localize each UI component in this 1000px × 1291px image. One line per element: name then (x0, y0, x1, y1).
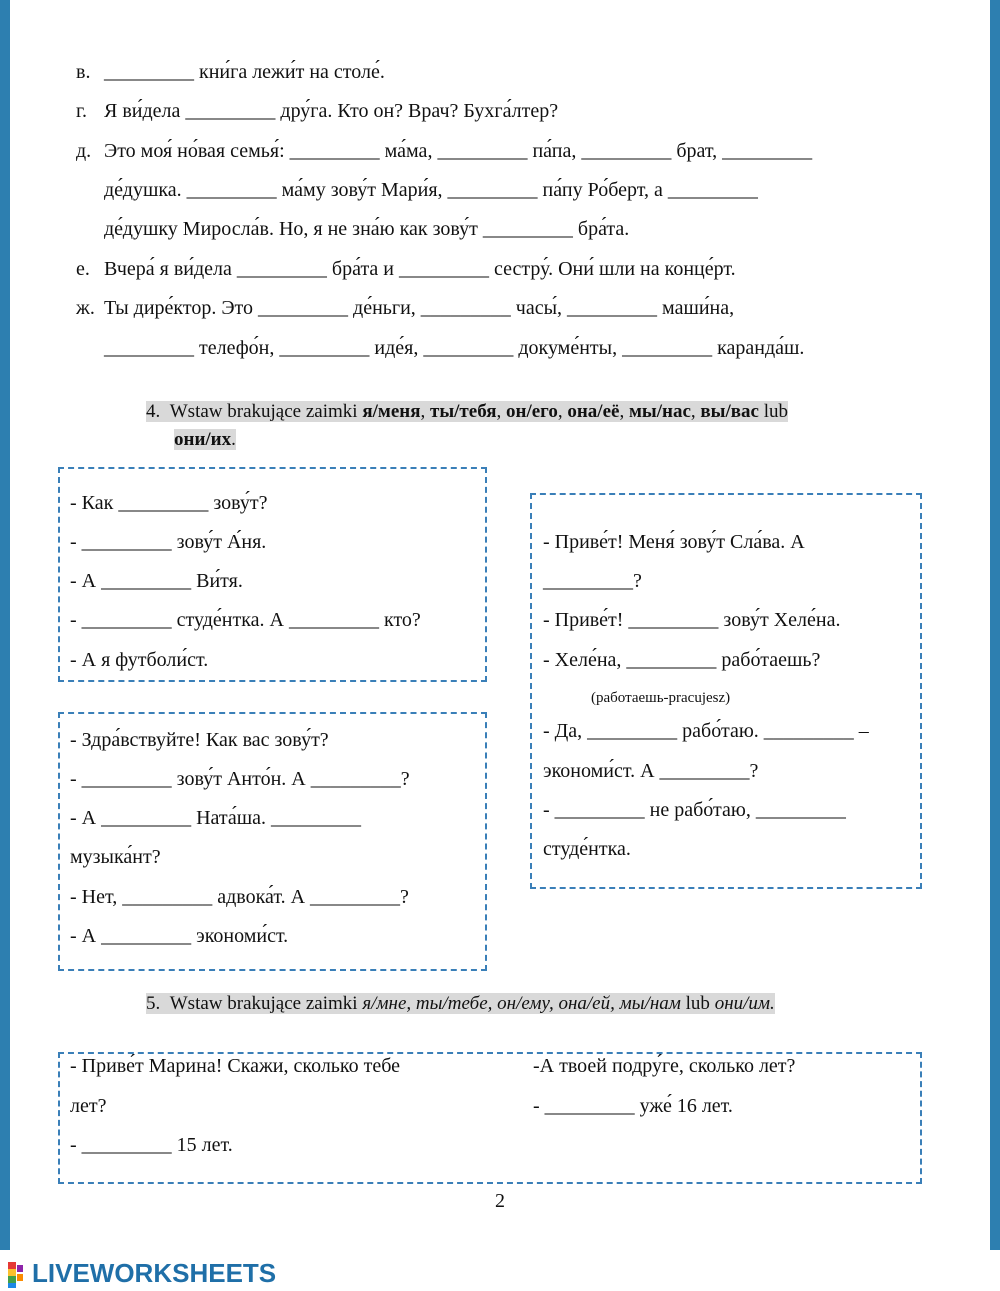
item-label: е. (76, 258, 90, 280)
item-text: Ты дире́ктор. Это _________ де́ньги, _________ часы́, _________ маши́на, (104, 297, 735, 319)
dialogue-line: - Нет, _________ адвока́т. А _________? (70, 886, 409, 908)
item-text: Я ви́дела _________ дру́га. Кто он? Врач? Бухга́лтер? (104, 100, 559, 122)
dialogue-line: экономи́ст. А _________? (543, 760, 759, 782)
dialogue-line: - Здра́вствуйте! Как вас зову́т? (70, 729, 329, 751)
dialogue-line: - А _________ Ната́ша. _________ (70, 807, 362, 829)
pronoun-pair: ты/тебя (429, 401, 497, 422)
liveworksheets-logo-icon (8, 1262, 28, 1288)
dialogue-line: - _________ зову́т Анто́н. А _________? (70, 768, 410, 790)
exercise-instruction: Wstaw brakujące zaimki (169, 993, 358, 1014)
dialogue-line: - А _________ Ви́тя. (70, 570, 243, 592)
dialogue-line: - _________ зову́т А́ня. (70, 531, 267, 553)
item-text: _________ телефо́н, _________ иде́я, _________ докуме́нты, _________ каранда́ш. (104, 337, 805, 359)
pronoun-pair: они/им. (714, 993, 775, 1014)
pronoun-pairs: я/мне, ты/тебе, он/ему, она/ей, мы/нам (362, 993, 681, 1014)
exercise-5-heading (146, 990, 916, 1018)
item-text: _________ кни́га лежи́т на столе́. (104, 61, 385, 83)
pronoun-pair: он/его (506, 401, 558, 422)
dialogue-line: - _________ уже́ 16 лет. (533, 1095, 733, 1117)
conjunction: lub (685, 993, 710, 1014)
item-label: г. (76, 100, 87, 122)
pronoun-pair: она/её (567, 401, 620, 422)
pronoun-pair: вы/вас (700, 401, 759, 422)
dialogue-line: _________? (543, 570, 642, 592)
dialogue-line: - Приве́т Марина! Скажи, сколько тебе (70, 1055, 401, 1077)
translation-note: (работаешь-pracujesz) (591, 690, 731, 706)
item-text: Это моя́ но́вая семья́: _________ ма́ма, _________ па́па, _________ брат, _________ (104, 140, 813, 162)
item-text: де́душку Миросла́в. Но, я не зна́ю как зову́т _________ бра́та. (104, 218, 630, 240)
dialogue-line: лет? (70, 1095, 107, 1117)
item-label: д. (76, 140, 92, 162)
exercise-number: 5. (146, 993, 161, 1014)
dialogue-line: музыка́нт? (70, 846, 161, 868)
liveworksheets-logo: LIVEWORKSHEETS (32, 1258, 277, 1288)
dialogue-line: - Да, _________ рабо́таю. _________ – (543, 720, 869, 742)
exercise-number: 4. (146, 401, 161, 422)
dialogue-line: - Приве́т! Меня́ зову́т Сла́ва. А (543, 531, 805, 553)
dialogue-line: - Хеле́на, _________ рабо́таешь? (543, 649, 821, 671)
dialogue-line: - Приве́т! _________ зову́т Хеле́на. (543, 609, 841, 631)
dialogue-line: студе́нтка. (543, 838, 631, 860)
dialogue-line: - А я футболи́ст. (70, 649, 209, 671)
footer-bar (0, 1250, 1000, 1291)
exercise-4-heading: 4. Wstaw brakujące zaimki я/меня, ты/тебя, он/его, она/её, мы/нас, вы/вас lub они/их. (146, 401, 788, 450)
pronoun-pair: мы/нас (628, 401, 691, 422)
dialogue-line: - Как _________ зову́т? (70, 492, 268, 514)
page-number: 2 (495, 1190, 505, 1212)
dialogue-line: - _________ не рабо́таю, _________ (543, 799, 846, 821)
dialogue-line: - _________ 15 лет. (70, 1134, 233, 1156)
pronoun-pair: они/их (174, 429, 232, 450)
conjunction: lub (763, 401, 788, 422)
item-label: в. (76, 61, 91, 83)
item-text: де́душка. _________ ма́му зову́т Мари́я, _________ па́пу Ро́берт, а _________ (104, 179, 758, 201)
dialogue-line: - _________ студе́нтка. А _________ кто? (70, 609, 421, 631)
exercise-instruction: Wstaw brakujące zaimki (169, 401, 358, 422)
dialogue-line: -А твоей подру́ге, сколько лет? (533, 1055, 796, 1077)
item-text: Вчера́ я ви́дела _________ бра́та и _________ сестру́. Они́ шли на конце́рт. (104, 258, 736, 280)
item-label: ж. (76, 297, 95, 319)
pronoun-pair: я/меня (362, 401, 421, 422)
dialogue-line: - А _________ экономи́ст. (70, 925, 289, 947)
